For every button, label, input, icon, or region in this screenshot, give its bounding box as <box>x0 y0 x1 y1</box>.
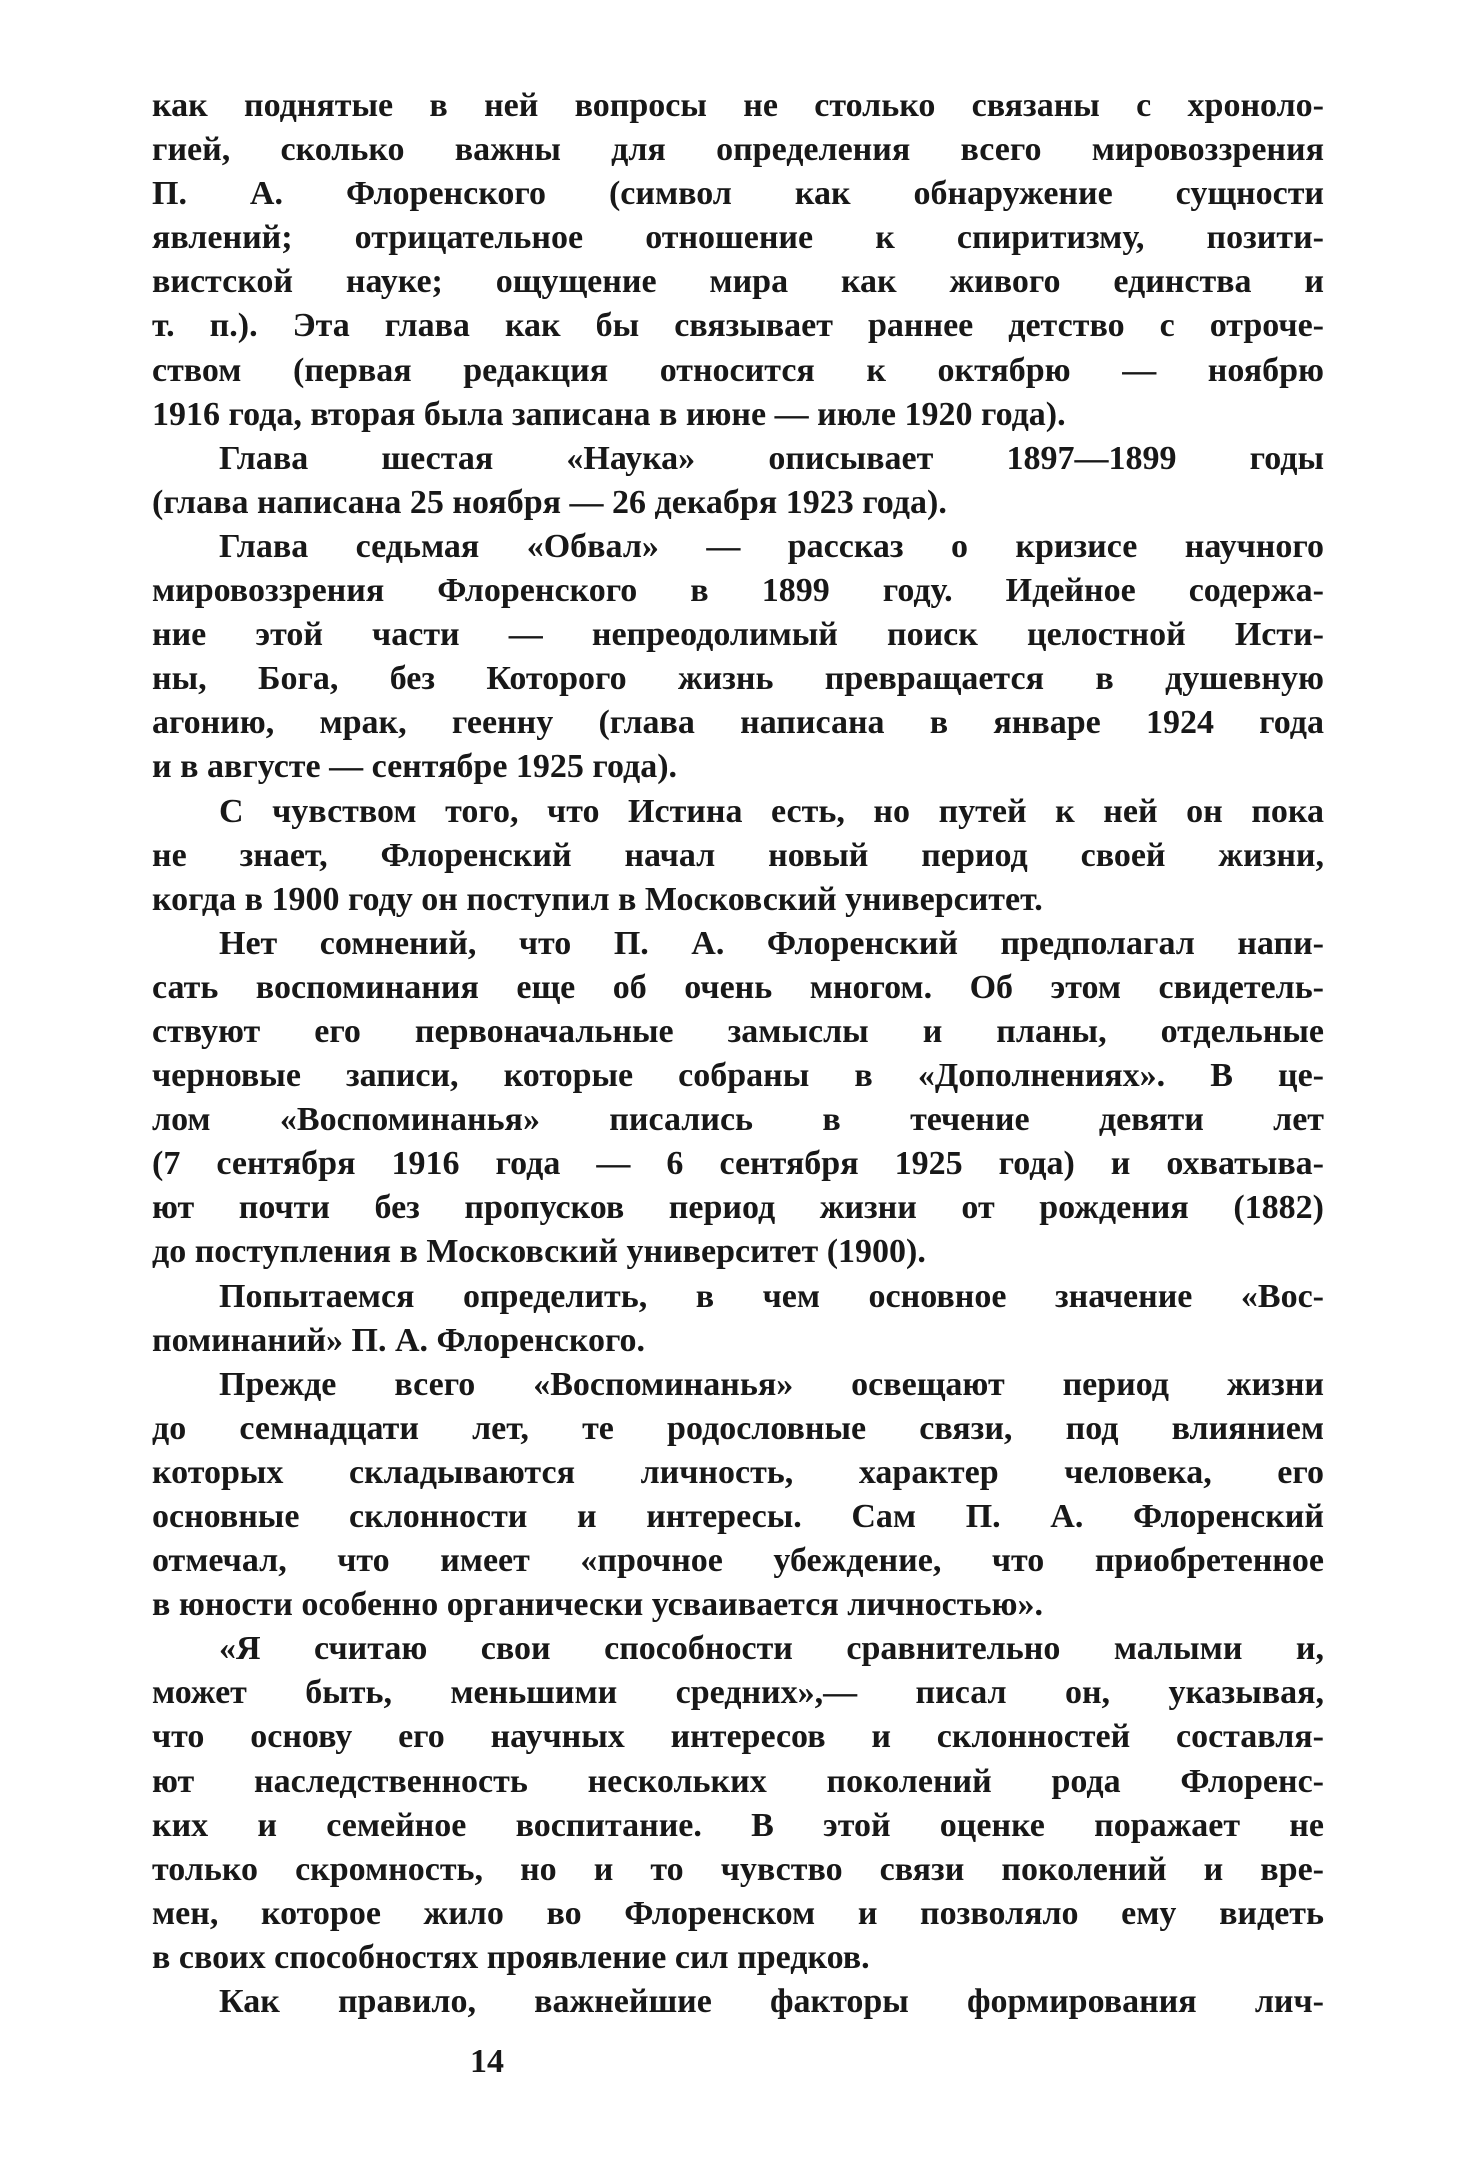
text-line: лом «Воспоминанья» писались в течение девяти лет <box>152 1101 1324 1139</box>
text-line: ют почти без пропусков период жизни от рождения (1882) <box>152 1189 1324 1227</box>
text-line: мировоззрения Флоренского в 1899 году. Идейное содержа- <box>152 572 1324 610</box>
text-line: ют наследственность нескольких поколений рода Флоренс- <box>152 1762 1324 1800</box>
text-line: ких и семейное воспитание. В этой оценке поражает не <box>152 1806 1324 1844</box>
text-line: т. п.). Эта глава как бы связывает раннее детство с отроче- <box>152 307 1324 345</box>
text-line: поминаний» П. А. Флоренского. <box>152 1321 646 1359</box>
text-line: мен, которое жило во Флоренском и позволяло ему видеть <box>152 1894 1324 1932</box>
text-line: не знает, Флоренский начал новый период своей жизни, <box>152 836 1324 874</box>
text-line: до поступления в Московский университет (1900). <box>152 1233 926 1271</box>
body-text <box>152 84 1324 2024</box>
text-line: ны, Бога, без Которого жизнь превращается в душевную <box>152 660 1324 698</box>
text-line: как поднятые в ней вопросы не столько связаны с хроноло- <box>152 87 1324 124</box>
text-line: Попытаемся определить, в чем основное значение «Вос- <box>219 1277 1324 1315</box>
text-line: вистской науке; ощущение мира как живого единства и <box>152 263 1324 301</box>
text-line: в юности особенно органически усваивается личностью». <box>152 1586 1043 1624</box>
text-line: Нет сомнений, что П. А. Флоренский предполагал напи- <box>219 924 1324 962</box>
text-line: Глава шестая «Наука» описывает 1897—1899 годы <box>219 439 1324 477</box>
page-number: 14 <box>470 2043 504 2080</box>
text-line: явлений; отрицательное отношение к спиритизму, позити- <box>152 219 1324 257</box>
text-line: что основу его научных интересов и склонностей составля- <box>152 1718 1324 1756</box>
text-line: 1916 года, вторая была записана в июне — июле 1920 года). <box>152 395 1066 433</box>
text-line: П. А. Флоренского (символ как обнаружение сущности <box>152 175 1324 213</box>
text-line: до семнадцати лет, те родословные связи, под влиянием <box>152 1409 1324 1447</box>
text-line: когда в 1900 году он поступил в Московский университет. <box>152 880 1043 918</box>
text-line: «Я считаю свои способности сравнительно малыми и, <box>219 1630 1324 1668</box>
text-line: Как правило, важнейшие факторы формирования лич- <box>219 1983 1324 2021</box>
text-line: основные склонности и интересы. Сам П. А. Флоренский <box>152 1498 1324 1535</box>
text-line: в своих способностях проявление сил предков. <box>152 1938 870 1976</box>
text-line: (глава написана 25 ноября — 26 декабря 1923 года). <box>152 483 947 521</box>
text-line: гией, сколько важны для определения всего мировоззрения <box>152 131 1324 169</box>
text-line: (7 сентября 1916 года — 6 сентября 1925 года) и охватыва- <box>152 1145 1324 1183</box>
text-line: отмечал, что имеет «прочное убеждение, что приобретенное <box>152 1542 1324 1580</box>
text-line: ние этой части — непреодолимый поиск целостной Исти- <box>152 616 1324 654</box>
text-line: которых складываются личность, характер человека, его <box>152 1453 1324 1491</box>
text-line: и в августе — сентябре 1925 года). <box>152 748 678 786</box>
text-line: ствуют его первоначальные замыслы и планы, отдельные <box>152 1012 1324 1050</box>
text-line: С чувством того, что Истина есть, но путей к ней он пока <box>219 792 1324 830</box>
text-line: может быть, меньшими средних»,— писал он, указывая, <box>152 1674 1324 1712</box>
text-line: только скромность, но и то чувство связи поколений и вре- <box>152 1850 1324 1888</box>
text-line: ством (первая редакция относится к октябрю — ноябрю <box>152 351 1324 389</box>
text-line: Глава седьмая «Обвал» — рассказ о кризисе научного <box>219 527 1324 565</box>
text-line: сать воспоминания еще об очень многом. Об этом свидетель- <box>152 968 1324 1006</box>
text-line: черновые записи, которые собраны в «Дополнениях». В це- <box>152 1057 1324 1095</box>
text-line: агонию, мрак, геенну (глава написана в январе 1924 года <box>152 704 1324 742</box>
text-line: Прежде всего «Воспоминанья» освещают период жизни <box>219 1365 1324 1403</box>
